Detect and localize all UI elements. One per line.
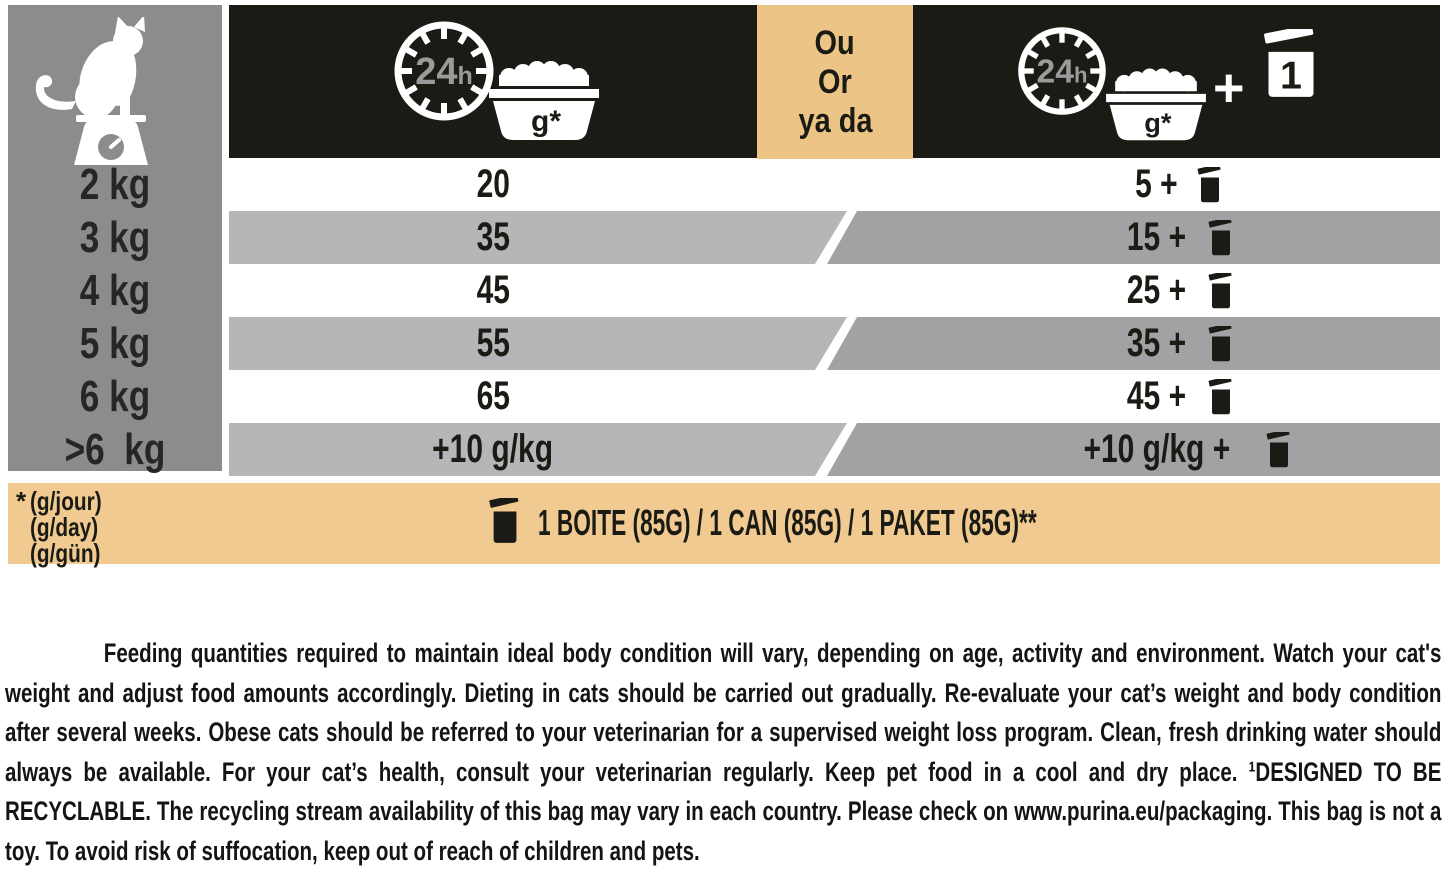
cat-on-scale-icon — [20, 17, 210, 167]
svg-text:24h: 24h — [415, 51, 473, 93]
mixed-amount-value: 45 + — [913, 370, 1440, 423]
weight-label: >6 kg — [64, 424, 166, 474]
unit-line-fr: (g/jour) — [30, 486, 102, 516]
svg-text:g*: g* — [531, 105, 561, 138]
can-slot — [486, 498, 524, 549]
weight-label: 6 kg — [79, 371, 151, 421]
bowl-slot-left — [479, 55, 609, 148]
dry-amount-value: 20 — [476, 162, 510, 206]
or-label-en: Or — [818, 62, 852, 101]
dry-amount-value: 45 — [476, 268, 510, 312]
weight-label: 3 kg — [79, 212, 151, 262]
wet-food-can-icon — [1206, 273, 1236, 309]
unit-line-en: (g/day) — [30, 512, 99, 542]
unit-lines — [30, 488, 120, 566]
mixed-food-header — [913, 5, 1440, 158]
mixed-amount-value: 15 + — [913, 211, 1440, 264]
mixed-amount-value: 5 + — [913, 158, 1440, 211]
can-size-text: 1 BOITE (85G) / 1 CAN (85G) / 1 PAKET (85G)** — [538, 502, 1037, 543]
clock-slot-right — [1016, 25, 1108, 122]
dry-food-header — [229, 5, 757, 158]
wet-food-can-icon — [1195, 167, 1225, 203]
asterisk-marker: * — [16, 486, 27, 516]
24h-clock-icon — [1016, 25, 1108, 117]
mixed-amount-value: 25 + — [913, 264, 1440, 317]
dry-amount-value: 35 — [476, 215, 510, 259]
one-can-icon — [1261, 29, 1321, 101]
can-size-note — [486, 498, 1330, 548]
feeding-advice-text: Feeding quantities required to maintain ideal body condition will vary, depending on age, activity and environment. Watch your cat's weight and adjust food amounts accordingly. Dieting in cats should be carried out gradually. Re-evaluate your cat’s weight and body condition after several weeks. Obese cats should be referred to your veterinarian for a supervised weight loss program. Clean, fresh drinking water should always be available. For your cat’s health, consult your veterinarian regularly. Keep pet food in a cool and dry place. ¹DESIGNED TO BE RECYCLABLE. The recycling stream availability of this bag may vary in each country. Please check on www.purina.eu/packaging. This bag is not a toy. To avoid risk of suffocation, keep out of reach of children and pets. — [5, 638, 1442, 866]
wet-food-can-icon — [1206, 379, 1236, 415]
wet-food-can-icon — [486, 498, 524, 544]
wet-food-can-icon — [1264, 432, 1294, 468]
svg-text:24h: 24h — [1036, 53, 1088, 91]
weight-label: 2 kg — [79, 159, 151, 209]
weight-label: 4 kg — [79, 265, 151, 315]
mixed-amount-value: +10 g/kg + — [913, 423, 1440, 476]
or-label-tr: ya da — [798, 101, 872, 140]
dry-amount-value: 55 — [476, 321, 510, 365]
svg-text:1: 1 — [1280, 53, 1302, 98]
feeding-advice — [5, 634, 1442, 871]
food-bowl-icon — [479, 55, 609, 143]
mixed-amount-value: 35 + — [913, 317, 1440, 370]
dry-amount-value: +10 g/kg — [432, 427, 554, 471]
weight-label: 5 kg — [79, 318, 151, 368]
svg-text:g*: g* — [1144, 107, 1172, 139]
unit-line-tr: (g/gün) — [30, 538, 101, 568]
bowl-slot-right — [1097, 63, 1215, 148]
wet-food-can-icon — [1206, 326, 1236, 362]
plus-sign: + — [1213, 58, 1245, 118]
daily-unit-footnote-band — [8, 483, 1440, 568]
wet-food-can-icon — [1206, 220, 1236, 256]
food-bowl-icon — [1097, 63, 1215, 143]
dry-amount-value: 65 — [476, 374, 510, 418]
or-label-fr: Ou — [814, 23, 856, 62]
or-divider — [757, 5, 913, 159]
